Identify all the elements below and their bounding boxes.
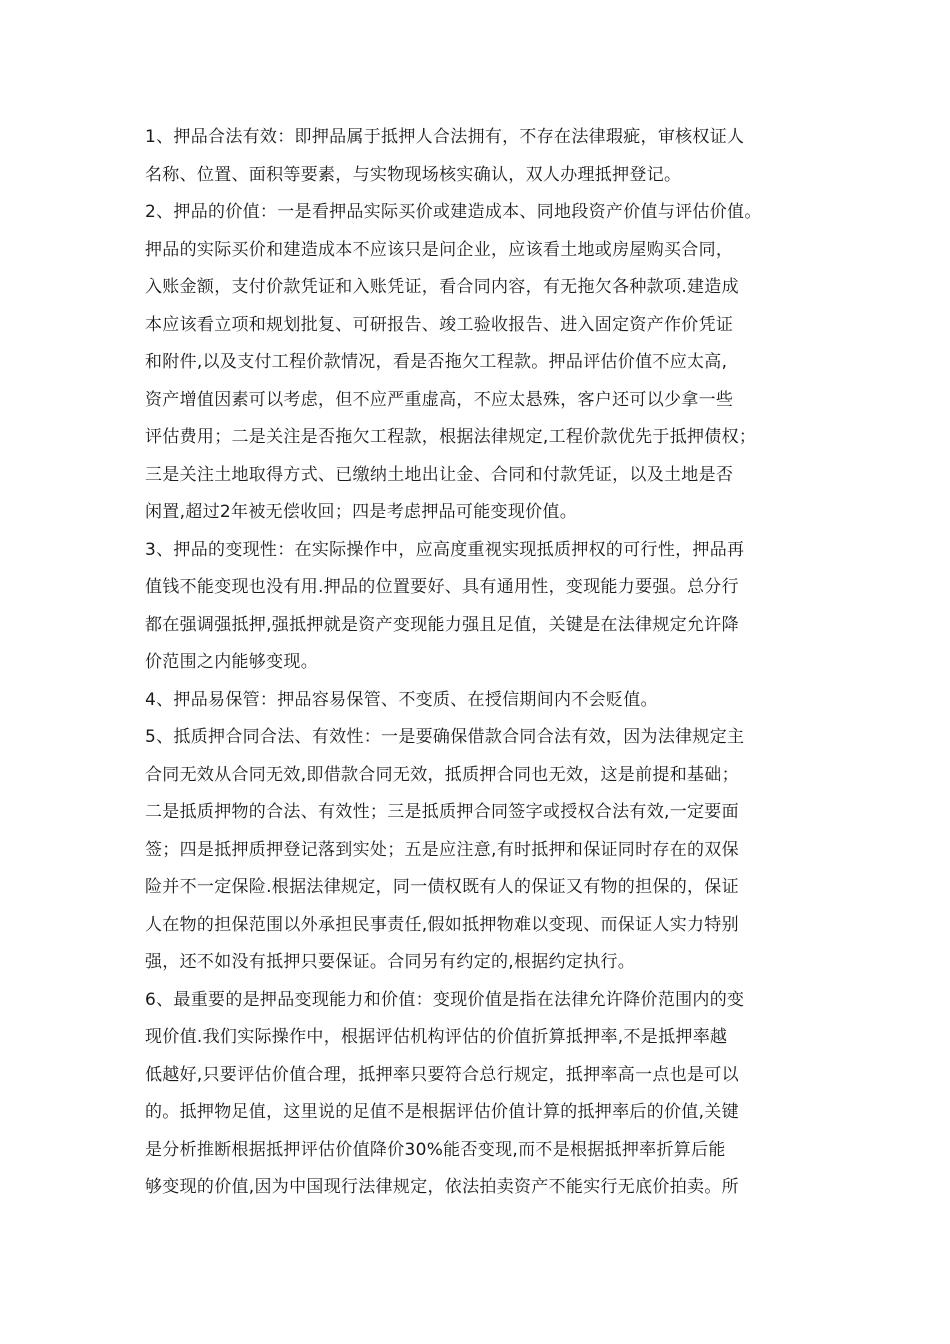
- text-line: 1、押品合法有效：即押品属于抵押人合法拥有，不存在法律瑕疵，审核权证人: [145, 127, 745, 147]
- text-line: 入账金额，支付价款凭证和入账凭证，看合同内容，有无拖欠各种款项.建造成: [145, 277, 739, 297]
- text-line: 的。抵押物足值，这里说的足值不是根据评估价值计算的抵押率后的价值,关键: [145, 1102, 739, 1122]
- text-line: 价范围之内能够变现。: [145, 652, 318, 672]
- text-line: 合同无效从合同无效,即借款合同无效，抵质押合同也无效，这是前提和基础；: [145, 764, 739, 785]
- text-line: 评估费用；二是关注是否拖欠工程款，根据法律规定,工程价款优先于抵押债权；: [145, 427, 757, 447]
- text-line: 3、押品的变现性：在实际操作中，应高度重视实现抵质押权的可行性，押品再: [145, 539, 745, 560]
- text-line: 名称、位置、面积等要素，与实物现场核实确认，双人办理抵押登记。: [145, 164, 682, 185]
- text-line: 押品的实际买价和建造成本不应该只是问企业，应该看土地或房屋购买合同，: [145, 239, 734, 260]
- text-line: 人在物的担保范围以外承担民事责任,假如抵押物难以变现、而保证人实力特别: [145, 914, 739, 935]
- text-line: 4、押品易保管：押品容易保管、不变质、在授信期间内不会贬值。: [145, 689, 658, 710]
- text-line: 6、最重要的是押品变现能力和价值：变现价值是指在法律允许降价范围内的变: [145, 989, 745, 1010]
- text-line: 低越好,只要评估价值合理，抵押率只要符合总行规定，抵押率高一点也是可以: [145, 1064, 739, 1085]
- text-line: 2、押品的价值：一是看押品实际买价或建造成本、同地段资产价值与评估价值。: [145, 202, 762, 222]
- text-line: 三是关注土地取得方式、已缴纳土地出让金、合同和付款凭证，以及土地是否: [145, 464, 734, 485]
- text-line: 本应该看立项和规划批复、可研报告、竣工验收报告、进入固定资产作价凭证: [145, 314, 734, 335]
- text-line: 值钱不能变现也没有用.押品的位置要好、具有通用性，变现能力要强。总分行: [145, 577, 739, 597]
- text-line: 强，还不如没有抵押只要保证。合同另有约定的,根据约定执行。: [145, 952, 636, 972]
- text-line: 都在强调强抵押,强抵押就是资产变现能力强且足值，关键是在法律规定允许降: [145, 614, 739, 635]
- text-line: 二是抵质押物的合法、有效性；三是抵质押合同签字或授权合法有效,一定要面: [145, 802, 739, 822]
- text-line: 5、抵质押合同合法、有效性：一是要确保借款合同合法有效，因为法律规定主: [145, 727, 745, 747]
- text-line: 和附件,以及支付工程价款情况，看是否拖欠工程款。押品评估价值不应太高,: [145, 352, 728, 372]
- text-line: 资产增值因素可以考虑，但不应严重虚高，不应太悬殊，客户还可以少拿一些: [145, 389, 734, 410]
- text-line: 是分析推断根据抵押评估价值降价30%能否变现,而不是根据抵押率折算后能: [145, 1139, 726, 1160]
- text-line: 闲置,超过2年被无偿收回；四是考虑押品可能变现价值。: [145, 502, 578, 522]
- text-line: 现价值.我们实际操作中，根据评估机构评估的价值折算抵押率,不是抵押率越: [145, 1027, 728, 1047]
- text-line: 够变现的价值,因为中国现行法律规定，依法拍卖资产不能实行无底价拍卖。所: [145, 1177, 739, 1197]
- text-line: 签；四是抵押质押登记落到实处；五是应注意,有时抵押和保证同时存在的双保: [145, 839, 739, 860]
- body-text: [145, 123, 825, 1211]
- text-line: 险并不一定保险.根据法律规定，同一债权既有人的保证又有物的担保的，保证: [145, 877, 739, 897]
